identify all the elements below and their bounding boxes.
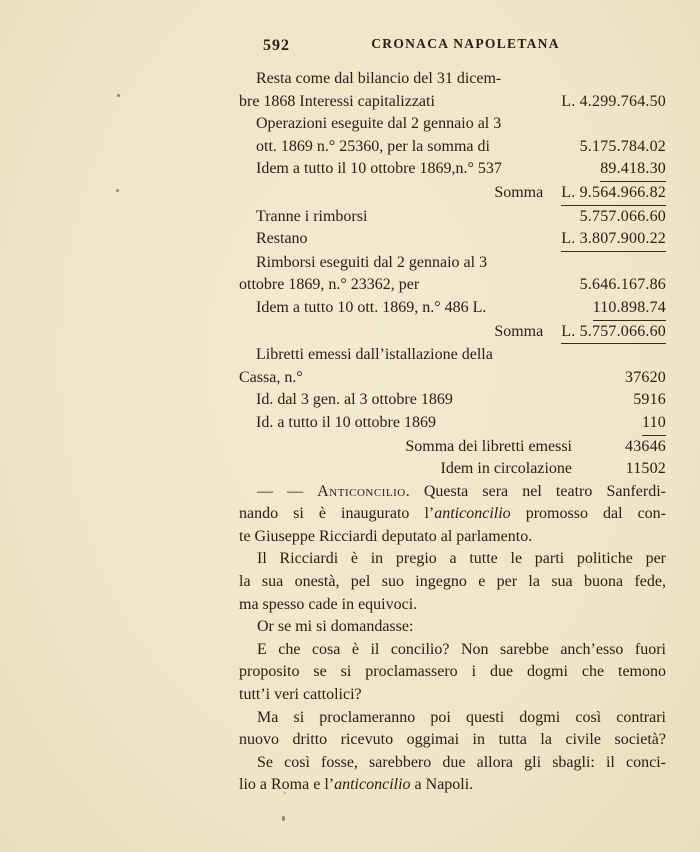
ledger-label: Idem in circolazione — [440, 460, 572, 478]
ledger-row — [239, 91, 666, 114]
scan-speck — [116, 189, 119, 192]
ledger-label: Cassa, n.° — [239, 368, 303, 386]
ledger-amount: 110.898.74 — [590, 297, 666, 321]
text-run: Se così fosse, sarebbero due allora gli sbagli: il conci- — [257, 753, 666, 771]
ledger-amount: 5.646.167.86 — [579, 276, 666, 294]
text-line — [239, 707, 666, 730]
text-run: la sua onestà, pel suo ingegno e per la sua buona fede, — [239, 573, 666, 591]
ledger-amount: 89.418.30 — [590, 158, 666, 182]
ledger-label: Somma dei libretti emessi — [405, 437, 572, 455]
text-line — [239, 481, 666, 504]
ledger-row — [239, 182, 666, 206]
text-run: lio a Roma e l’ — [239, 776, 335, 794]
ledger-label: Idem a tutto il 10 ottobre 1869,n.° 537 — [256, 160, 502, 178]
text-run: nuovo dritto ricevuto oggimai in tutta la civile società? — [239, 731, 666, 749]
text-run: te Giuseppe Ricciardi deputato al parlamento. — [239, 527, 533, 545]
ledger-row — [239, 412, 666, 436]
ledger-amount: 110 — [590, 412, 666, 436]
italic-run: anticoncilio — [434, 505, 511, 523]
ledger-table — [239, 68, 666, 481]
ledger-label: Id. a tutto il 10 ottobre 1869 — [256, 413, 436, 431]
ledger-row — [239, 206, 666, 229]
text-run: proposito se si proclamassero i due dogmi che temono — [239, 663, 666, 681]
ledger-label: Libretti emessi dall’istallazione della — [256, 346, 493, 364]
ledger-row — [239, 321, 666, 345]
ledger-amount: L. 5.757.066.60 — [561, 321, 666, 345]
text-line — [239, 684, 666, 707]
text-line — [239, 571, 666, 594]
ledger-label: Rimborsi eseguiti dal 2 gennaio al 3 — [256, 253, 488, 271]
text-run: a Napoli. — [410, 776, 474, 794]
ledger-amount: L. 3.807.900.22 — [561, 228, 666, 252]
ledger-row — [239, 344, 666, 367]
ledger-label: ottobre 1869, n.° 23362, per — [239, 276, 420, 294]
ledger-row — [239, 389, 666, 412]
text-line — [239, 548, 666, 571]
paragraph — [239, 752, 666, 797]
text-line — [239, 729, 666, 752]
ledger-label: Operazioni eseguite dal 2 gennaio al 3 — [256, 115, 502, 133]
text-run: ma spesso cade in equivoci. — [239, 595, 418, 613]
ledger-amount: 11502 — [625, 460, 666, 478]
ledger-row — [239, 136, 666, 159]
paragraph — [239, 548, 666, 616]
ledger-row — [239, 113, 666, 136]
scan-speck — [117, 94, 120, 97]
text-line — [239, 661, 666, 684]
page-header — [239, 36, 666, 60]
text-block — [239, 36, 666, 797]
ledger-amount: 43646 — [625, 437, 666, 455]
text-run: Ma si proclameranno poi questi dogmi così contrari — [257, 708, 666, 726]
text-line — [239, 616, 666, 639]
text-run: Or se mi si domandasse: — [257, 618, 414, 636]
paragraph — [239, 639, 666, 707]
ledger-row — [239, 297, 666, 321]
running-header: CRONACA NAPOLETANA — [371, 36, 560, 51]
ledger-amount: 5.175.784.02 — [579, 137, 666, 155]
ledger-row — [239, 436, 666, 459]
ledger-amount: L. 4.299.764.50 — [561, 92, 666, 110]
text-line — [239, 752, 666, 775]
text-line — [239, 639, 666, 662]
page-number: 592 — [263, 37, 290, 54]
ledger-row — [239, 367, 666, 390]
text-line — [239, 503, 666, 526]
text-line — [239, 594, 666, 617]
text-line — [239, 526, 666, 549]
text-run: tutt’i veri cattolici? — [239, 686, 362, 704]
ledger-amount: 5916 — [633, 391, 666, 409]
ledger-label: Restano — [256, 230, 308, 248]
paragraph — [239, 481, 666, 549]
ledger-amount: L. 9.564.966.82 — [561, 182, 666, 206]
article-text — [239, 481, 666, 797]
ledger-label: Tranne i rimborsi — [256, 207, 368, 225]
text-run: . Questa sera nel teatro Sanferdi- — [405, 482, 666, 500]
italic-run: anticoncilio — [334, 776, 411, 794]
ledger-row — [239, 274, 666, 297]
ledger-amount: 37620 — [625, 368, 666, 386]
paragraph — [239, 616, 666, 639]
ledger-amount: 5.757.066.60 — [579, 207, 666, 225]
ledger-row — [239, 228, 666, 252]
ledger-label: ott. 1869 n.° 25360, per la somma di — [256, 137, 490, 155]
ledger-row — [239, 458, 666, 481]
ledger-label: Somma — [494, 322, 544, 340]
ledger-label: Id. dal 3 gen. al 3 ottobre 1869 — [256, 391, 453, 409]
text-run: E che cosa è il concilio? Non sarebbe anch’esso fuori — [257, 640, 666, 658]
paragraph — [239, 707, 666, 752]
ledger-label: Idem a tutto 10 ott. 1869, n.° 486 L. — [256, 298, 487, 316]
ledger-row — [239, 158, 666, 182]
ledger-row — [239, 68, 666, 91]
ledger-row — [239, 252, 666, 275]
smallcaps-run: Anticoncilio — [317, 482, 406, 500]
scan-speck — [282, 816, 285, 821]
ledger-label: bre 1868 Interessi capitalizzati — [239, 92, 435, 110]
ledger-label: Somma — [494, 183, 544, 201]
text-run: promosso dal con- — [510, 505, 666, 523]
ledger-label: Resta come dal bilancio del 31 dicem- — [256, 70, 502, 87]
text-run: nando si è inaugurato l’ — [239, 505, 435, 523]
text-line — [239, 774, 666, 797]
text-run: Il Ricciardi è in pregio a tutte le parti politiche per — [257, 550, 666, 568]
text-run: — — — [257, 482, 318, 500]
